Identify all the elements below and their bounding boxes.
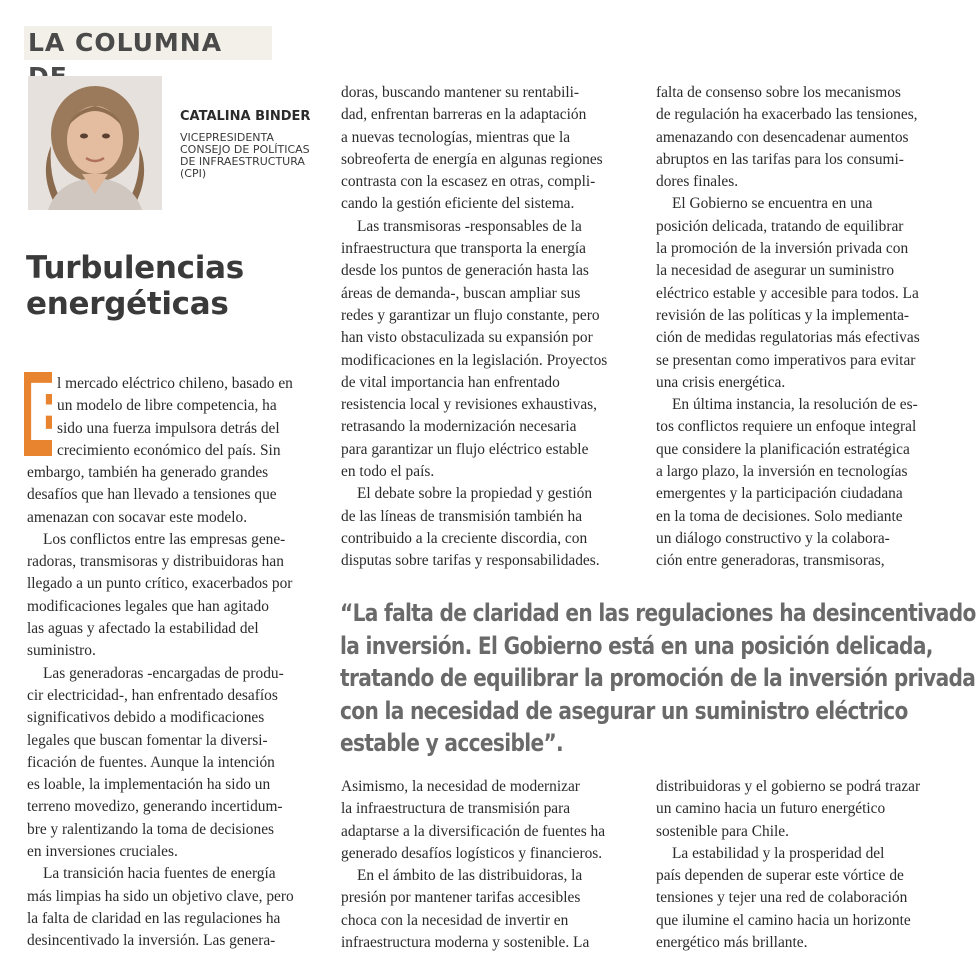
body-line: de vital importancia han enfrentado [341, 373, 560, 391]
column-3-bottom [656, 776, 920, 954]
body-line: país dependen de superar este vórtice de [656, 867, 904, 885]
pull-quote-line: la inversión. El Gobierno está en una posición delicada, [340, 631, 933, 660]
body-line: Los conflictos entre las empresas gene- [43, 530, 286, 548]
body-line: en todo el país. [341, 463, 435, 481]
body-line: sido una fuerza impulsora detrás del [57, 419, 280, 437]
body-line: amenazan con socavar este modelo. [27, 508, 248, 526]
body-line: resistencia local y revisiones exhaustivas, [341, 396, 598, 414]
body-line: ficación de fuentes. Aunque la intención [27, 753, 275, 771]
author-name: CATALINA BINDER [180, 109, 311, 124]
body-line: emergentes y la participación ciudadana [656, 485, 903, 503]
section-tag: LA COLUMNA [24, 26, 272, 60]
body-line: cir electricidad-, han enfrentado desafíos [27, 686, 278, 704]
body-line: falta de consenso sobre los mecanismos [656, 84, 901, 101]
body-line: más limpias ha sido un objetivo clave, pero [27, 887, 294, 905]
body-line: de regulación ha exacerbado las tensiones, [656, 106, 918, 124]
body-line: radoras, transmisoras y distribuidoras han [27, 553, 284, 571]
column-2-bottom [341, 776, 605, 954]
pull-quote [340, 597, 976, 760]
body-line: sobreoferta de energía en algunas regiones [341, 150, 603, 168]
body-line: La transición hacia fuentes de energía [43, 865, 276, 883]
body-line: En última instancia, la resolución de es- [672, 396, 918, 414]
body-line: en inversiones cruciales. [27, 843, 178, 861]
author-role-line: DE INFRAESTRUCTURA [180, 155, 305, 168]
body-line: eléctrico estable y accesible para todos. La [656, 284, 919, 302]
body-line: embargo, también ha generado grandes [27, 464, 269, 481]
body-line: que ilumine el camino hacia un horizonte [656, 911, 911, 929]
body-line: bre y ralentizando la toma de decisiones [27, 820, 275, 838]
body-line: El Gobierno se encuentra en una [672, 195, 873, 213]
body-line: redes y garantizar un flujo constante, pero [341, 306, 600, 324]
column-1 [57, 373, 293, 462]
body-line: infraestructura moderna y sostenible. La [341, 934, 590, 952]
body-line: dores finales. [656, 173, 739, 191]
body-line: suministro. [27, 642, 96, 660]
headline-line: Turbulencias [26, 250, 244, 286]
body-line: áreas de demanda-, buscan ampliar sus [341, 284, 581, 302]
body-line: desafíos que han llevado a tensiones que [27, 486, 277, 504]
body-line: que considere la planificación estratégica [656, 440, 910, 458]
body-line: la falta de claridad en las regulaciones ha [27, 909, 281, 927]
body-line: significativos debido a modificaciones [27, 709, 265, 727]
body-line: para garantizar un flujo eléctrico estable [341, 440, 589, 458]
body-line: cando la gestión eficiente del sistema. [341, 195, 575, 213]
body-line: en la toma de decisiones. Solo mediante [656, 507, 903, 525]
body-line: un camino hacia un futuro energético [656, 800, 886, 818]
pull-quote-line: con la necesidad de asegurar un suministro eléctrico [340, 696, 908, 725]
body-line: las aguas y afectado la estabilidad del [27, 620, 259, 638]
body-line: modificaciones en la legislación. Proyectos [341, 351, 608, 369]
body-line: dad, enfrentan barreras en la adaptación [341, 106, 587, 124]
body-line: desde los puntos de generación hasta las [341, 262, 589, 280]
body-line: El debate sobre la propiedad y gestión [357, 485, 593, 503]
author-portrait-image [28, 76, 162, 210]
body-line: la necesidad de asegurar un suministro [656, 262, 895, 280]
body-line: crecimiento económico del país. Sin [57, 441, 281, 459]
body-line: ción de medidas regulatorias más efectivas [656, 329, 920, 347]
article-headline [26, 250, 244, 322]
headline-line: energéticas [26, 286, 229, 322]
body-line: es loable, la implementación ha sido un [27, 776, 271, 794]
body-line: terreno movedizo, generando incertidum- [27, 798, 283, 816]
author-role-line: CONSEJO DE POLÍTICAS [180, 143, 310, 156]
body-line: Las generadoras -encargadas de produ- [43, 664, 284, 682]
body-line: se presentan como imperativos para evitar [656, 351, 916, 369]
body-line: sostenible para Chile. [656, 822, 789, 840]
body-line: la promoción de la inversión privada con [656, 240, 909, 258]
body-line: Asimismo, la necesidad de modernizar [341, 778, 580, 795]
body-line: a largo plazo, la inversión en tecnologías [656, 463, 908, 481]
body-line: ción entre generadoras, transmisoras, [656, 552, 885, 570]
body-line: revisión de las políticas y la implementa- [656, 306, 910, 324]
body-line: contrasta con la escasez en otras, compli- [341, 173, 596, 191]
body-line: posición delicada, tratando de equilibrar [656, 217, 904, 235]
pull-quote-line: “La falta de claridad en las regulaciones ha desincentivado [340, 599, 976, 627]
body-line: energético más brillante. [656, 934, 808, 952]
body-line: doras, buscando mantener su rentabili- [341, 84, 580, 101]
body-line: l mercado eléctrico chileno, basado en [57, 375, 293, 392]
body-line: distribuidoras y el gobierno se podrá trazar [656, 778, 921, 795]
author-role-line: (CPI) [180, 167, 207, 180]
body-line: choca con la necesidad de invertir en [341, 911, 569, 929]
body-line: modificaciones legales que han agitado [27, 597, 269, 615]
body-line: abruptos en las tarifas para los consumi- [656, 150, 904, 168]
body-line: Las transmisoras -responsables de la [357, 217, 582, 235]
body-line: disputas sobre tarifas y responsabilidades. [341, 552, 600, 570]
body-line: legales que buscan fomentar la diversi- [27, 731, 268, 749]
body-line: un diálogo constructivo y la colabora- [656, 529, 890, 547]
body-line: generado desafíos logísticos y financieros. [341, 844, 603, 862]
body-line: a nuevas tecnologías, mientras que la [341, 128, 571, 146]
body-line: de las líneas de transmisión también ha [341, 507, 583, 525]
body-line: contribuido a la creciente discordia, con [341, 529, 588, 547]
body-line: En el ámbito de las distribuidoras, la [357, 867, 583, 885]
column-3-top [656, 82, 920, 573]
body-line: llegado a un punto crítico, exacerbados por [27, 575, 293, 593]
drop-cap: E [24, 369, 78, 459]
body-line: La estabilidad y la prosperidad del [672, 844, 885, 862]
body-line: un modelo de libre competencia, ha [57, 397, 277, 415]
author-role-line: VICEPRESIDENTA [180, 131, 274, 144]
column-1-continued [27, 462, 294, 953]
body-line: adaptarse a la diversificación de fuentes ha [341, 822, 606, 840]
body-line: retrasando la modernización necesaria [341, 418, 577, 436]
body-line: presión por mantener tarifas accesibles [341, 889, 581, 907]
body-line: tensiones y tejer una red de colaboración [656, 889, 908, 907]
body-line: tos conflictos requiere un enfoque integral [656, 418, 917, 436]
body-line: han visto obstaculizada su expansión por [341, 329, 593, 347]
author-photo [28, 76, 162, 210]
body-line: una crisis energética. [656, 373, 786, 391]
column-2-top [341, 82, 607, 573]
body-line: infraestructura que transporta la energía [341, 240, 586, 258]
body-line: la infraestructura de transmisión para [341, 800, 571, 818]
pull-quote-line: tratando de equilibrar la promoción de la inversión privada [340, 664, 976, 692]
author-role [180, 132, 340, 180]
pull-quote-line: estable y accesible”. [340, 729, 564, 757]
body-line: amenazando con desencadenar aumentos [656, 128, 909, 146]
body-line: desincentivado la inversión. Las genera- [27, 932, 276, 950]
